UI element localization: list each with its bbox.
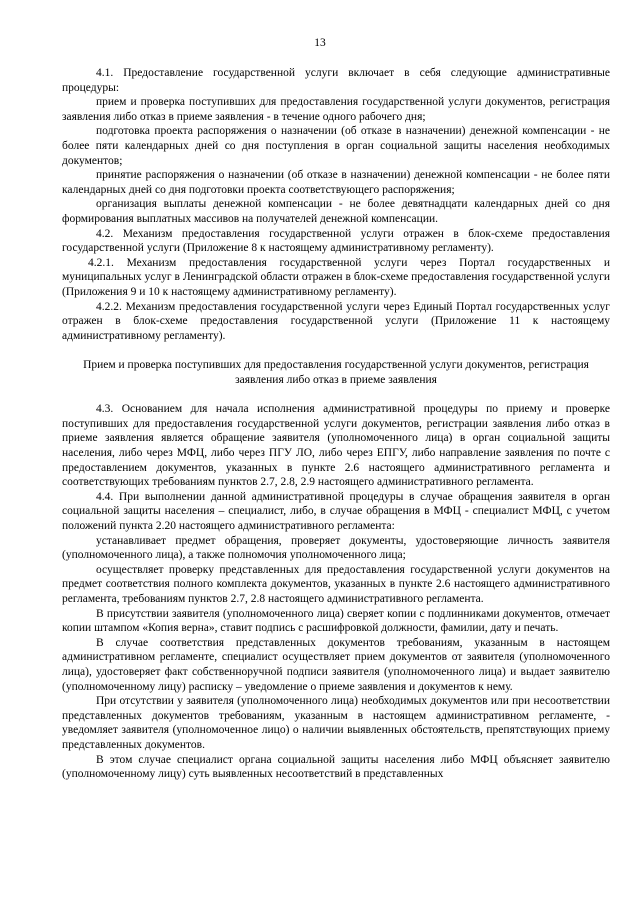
list-item-verify-documents: осуществляет проверку представленных для предоставления государственной услуги документов на предмет соответствия полного комплекта документов, указанных в пункте 2.6 настоящего административного регламента, требованиям пунктов 2.7, 2.8 настоящего административного регламента. — [62, 563, 610, 605]
list-item-payment: организация выплаты денежной компенсации - не более девятнадцати календарных дней со дня формирования выплатных массивов на получателей денежной компенсации. — [62, 198, 610, 225]
paragraph-4-1: 4.1. Предоставление государственной услуги включает в себя следующие административные процедуры: — [62, 67, 610, 94]
section-title: Прием и проверка поступивших для предоставления государственной услуги документов, регистрация заявления либо отказ в приеме заявления — [83, 359, 589, 387]
list-item-order-adoption: принятие распоряжения о назначении (об отказе в назначении) денежной компенсации - не более пяти календарных дней со дня подготовки проекта соответствующего распоряжения; — [62, 169, 610, 196]
paragraph-4-2: 4.2. Механизм предоставления государственной услуги отражен в блок-схеме предоставления государственной услуги (Приложение 8 к настоящему административному регламенту). — [62, 227, 610, 255]
paragraph-explanation: В этом случае специалист органа социальной защиты населения либо МФЦ объясняет заявителю (уполномоченному лицу) суть выявленных несоответствий в представленных — [62, 753, 610, 781]
paragraph-missing-documents: При отсутствии у заявителя (уполномоченного лица) необходимых документов или при несоответствии представленных документов требованиям, указанным в настоящем административном регламенте, - уведомляет заявителя (уполномоченное лицо) о наличии выявленных обстоятельств, препятствующих приему представленных документов. — [62, 695, 610, 751]
paragraph-4-3: 4.3. Основанием для начала исполнения административной процедуры по приему и проверке поступивших для предоставления государственной услуги документов, регистрации заявления либо отказ в приеме заявления является обращение заявителя (уполномоченного лица) в орган социальной защиты населения, либо через МФЦ, либо через ПГУ ЛО, либо через ЕПГУ, либо направление заявления по почте с предоставлением документов, указанных в пункте 2.6 настоящего административного регламента и соответствующих требованиям пунктов 2.7, 2.8, 2.9 настоящего административного регламента. — [62, 403, 610, 489]
paragraph-copies-verification: В присутствии заявителя (уполномоченного лица) сверяет копии с подлинниками документов, отмечает копии штампом «Копия верна», ставит подпись с расшифровкой должности, фамилии, дату и печать. — [62, 607, 610, 635]
list-item-draft-order: подготовка проекта распоряжения о назначении (об отказе в назначении) денежной компенсации - не более пяти календарных дней со дня поступления в орган социальной защиты населения необходимых документов; — [62, 125, 610, 167]
paragraph-4-2-1: 4.2.1. Механизм предоставления государственной услуги через Портал государственных и муниципальных услуг в Ленинградской области отражен в блок-схеме предоставления государственной услуги (Приложения 9 и 10 к настоящему административному регламенту). — [62, 256, 610, 298]
paragraph-4-2-2: 4.2.2. Механизм предоставления государственной услуги через Единый Портал государственных услуг отражен в блок-схеме предоставления государственной услуги (Приложение 11 к настоящему административному регламенту). — [62, 300, 610, 342]
paragraph-documents-acceptance: В случае соответствия представленных документов требованиям, указанным в настоящем административном регламенте, специалист осуществляет прием документов от заявителя (уполномоченного лица), удостоверяет факт собственноручной подписи заявителя (уполномоченного лица) и выдает заявителю (уполномоченному лицу) расписку – уведомление о приеме заявления и документов к нему. — [62, 636, 610, 693]
paragraph-4-4: 4.4. При выполнении данной административной процедуры в случае обращения заявителя в орган социальной защиты населения – специалист, либо, в случае обращения в МФЦ - специалист МФЦ, с учетом положений пункта 2.20 настоящего административного регламента: — [62, 490, 610, 533]
list-item-reception: прием и проверка поступивших для предоставления государственной услуги документов, регистрация заявления либо отказ в приеме заявления - в течение одного рабочего дня; — [62, 96, 610, 123]
document-body — [62, 66, 610, 782]
list-item-establish-subject: устанавливает предмет обращения, проверяет документы, удостоверяющие личность заявителя (уполномоченного лица), а также полномочия уполномоченного лица; — [62, 534, 610, 562]
page-number: 13 — [314, 37, 326, 49]
